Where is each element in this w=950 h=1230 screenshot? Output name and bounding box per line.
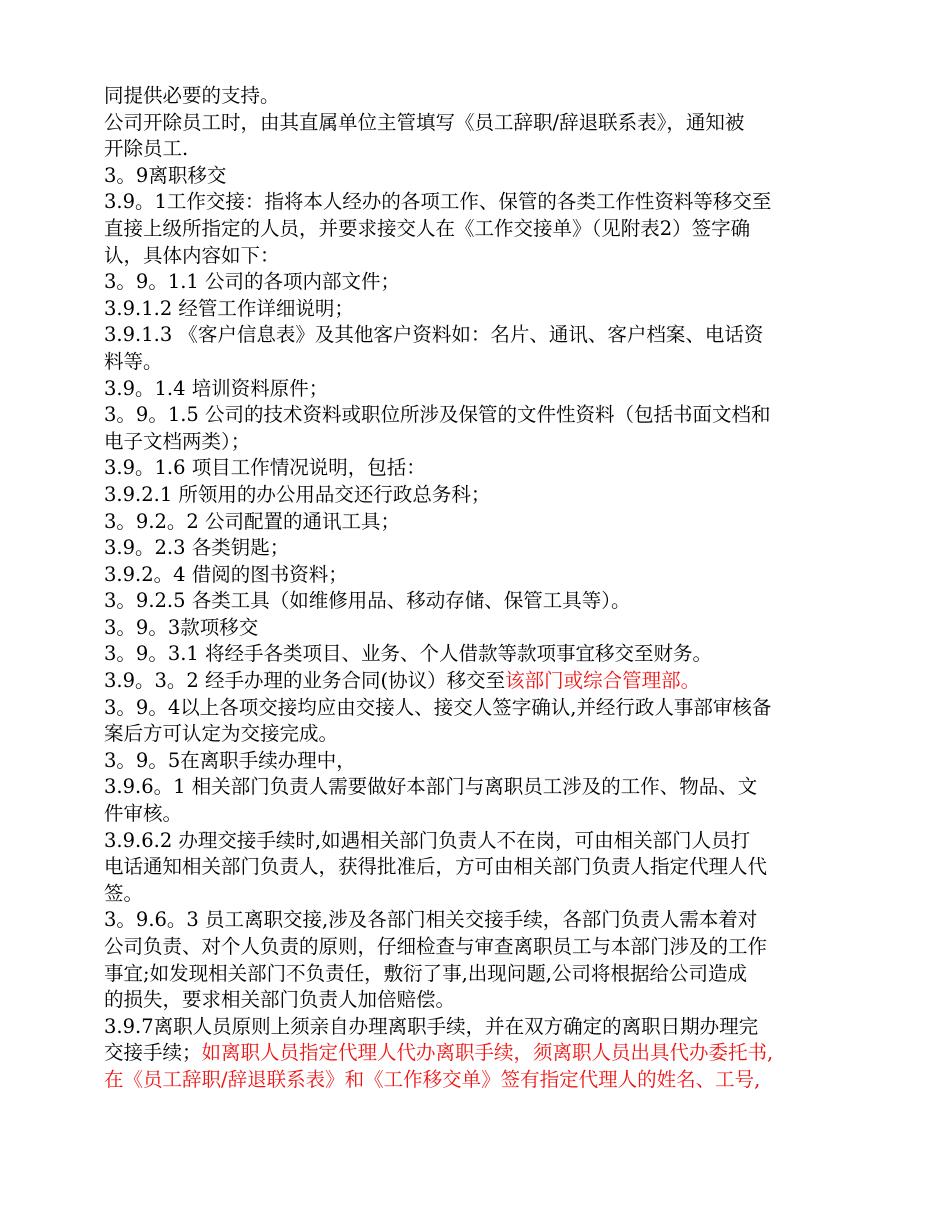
section-heading: 3。9。3款项移交 [104, 615, 259, 639]
text-line: 3。9.6。3 员工离职交接,涉及各部门相关交接手续，各部门负责人需本着对 [104, 908, 758, 932]
highlighted-text: 在《员工辞职/辞退联系表》和《工作移交单》签有指定代理人的姓名、工号, [104, 1067, 761, 1091]
text-line: 3.9。2.3 各类钥匙； [104, 536, 290, 560]
text-line: 件审核。 [104, 802, 183, 826]
text-line: 3.9.2。4 借阅的图书资料； [104, 562, 348, 586]
text-line: 3。9。1.1 公司的各项内部文件； [104, 270, 401, 294]
text-line-mixed [104, 668, 850, 695]
text-line: 3。9。4以上各项交接均应由交接人、接交人签字确认,并经行政人事部审核备 [104, 695, 772, 719]
text-line: 3。9.2。2 公司配置的通讯工具； [104, 509, 401, 533]
text-line: 3.9.7离职人员原则上须亲自办理离职手续，并在双方确定的离职日期办理完 [104, 1014, 759, 1038]
text-line: 公司负责、对个人负责的原则，仔细检查与审查离职员工与本部门涉及的工作 [104, 935, 768, 958]
plain-text: 3.9。3。2 经手办理的业务合同(协议）移交至 [104, 669, 506, 693]
text-line: 3.9.6。1 相关部门负责人需要做好本部门与离职员工涉及的工作、物品、文 [104, 775, 758, 799]
text-line: 3.9.2.1 所领用的办公用品交还行政总务科； [104, 482, 491, 506]
text-line-mixed [104, 1040, 850, 1067]
text-line: 案后方可认定为交接完成。 [104, 722, 339, 746]
text-line: 料等。 [104, 349, 163, 373]
text-line: 签。 [104, 881, 144, 905]
text-line: 电话通知相关部门负责人，获得批准后，方可由相关部门负责人指定代理人代 [104, 855, 768, 879]
text-line: 事宜;如发现相关部门不负责任，敷衍了事,出现问题,公司将根据给公司造成 [104, 961, 747, 985]
text-line: 直接上级所指定的人员，并要求接交人在《工作交接单》（见附表2）签字确 [104, 216, 751, 240]
text-line: 3。9。5在离职手续办理中， [104, 748, 356, 772]
text-line: 认，具体内容如下： [104, 243, 280, 267]
text-line: 3。9。3.1 将经手各类项目、业务、个人借款等款项事宜移交至财务。 [104, 642, 713, 666]
text-line: 3.9.1.2 经管工作详细说明； [104, 296, 354, 320]
text-line: 3.9。1.6 项目工作情况说明，包括： [104, 456, 426, 480]
text-line: 3.9.6.2 办理交接手续时,如遇相关部门负责人不在岗，可由相关部门人员打 [104, 828, 751, 852]
text-line-mixed [104, 1067, 850, 1094]
highlighted-text: 该部门或综合管理部。 [505, 669, 701, 693]
text-line: 的损失，要求相关部门负责人加倍赔偿。 [104, 988, 456, 1012]
text-line: 同提供必要的支持。 [104, 84, 280, 107]
highlighted-text: 如离职人员指定代理人代办离职手续，须离职人员出具代办委托书, [201, 1041, 774, 1065]
text-line: 3。9.2.5 各类工具（如维修用品、移动存储、保管工具等）。 [104, 589, 631, 613]
text-line: 开除员工. [104, 137, 189, 161]
text-line: 3。9。1.5 公司的技术资料或职位所涉及保管的文件性资料（包括书面文档和 [104, 403, 771, 427]
text-line: 3.9.1.3 《客户信息表》及其他客户资料如：名片、通讯、客户档案、电话资 [104, 323, 764, 347]
section-heading: 3。9离职移交 [104, 163, 227, 187]
plain-text: 交接手续； [104, 1041, 202, 1065]
text-line: 3.9。1.4 培训资料原件； [104, 376, 329, 400]
text-line: 电子文档两类）； [104, 429, 251, 453]
text-line: 3.9。1工作交接：指将本人经办的各项工作、保管的各类工作性资料等移交至 [104, 190, 772, 214]
text-line: 公司开除员工时，由其直属单位主管填写《员工辞职/辞退联系表》，通知被 [104, 110, 745, 134]
